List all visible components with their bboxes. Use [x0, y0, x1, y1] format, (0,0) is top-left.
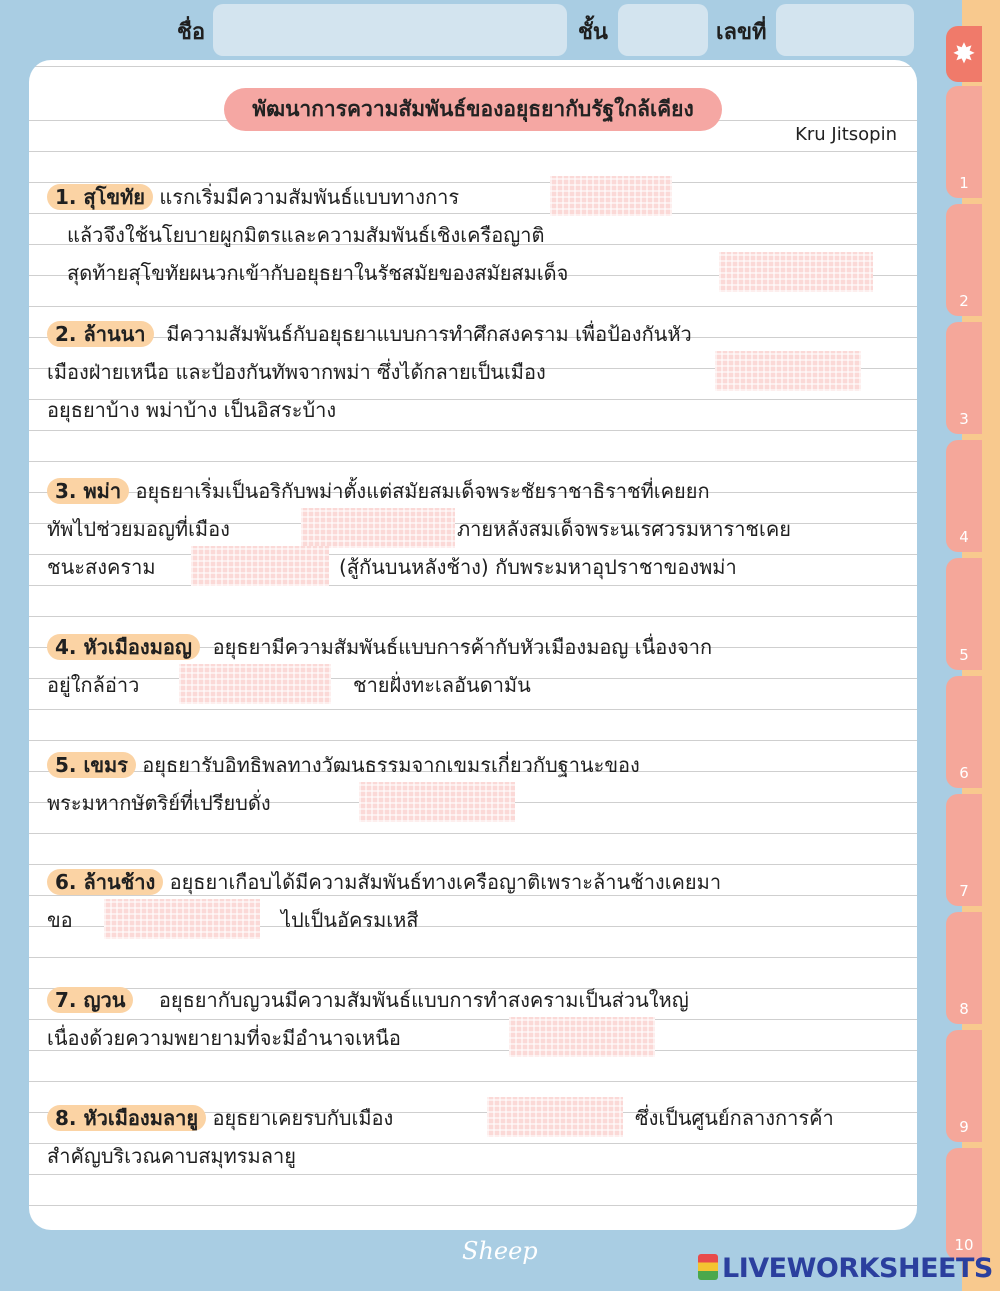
liveworksheets-logo [698, 1253, 993, 1284]
item-label: 5. เขมร [47, 752, 136, 778]
class-label: ชั้น [578, 20, 608, 45]
name-label: ชื่อ [177, 20, 206, 45]
item-label: 4. หัวเมืองมอญ [47, 634, 200, 660]
item-text: เนื่องด้วยความพยายามที่จะมีอำนาจเหนือ [47, 1026, 401, 1050]
item-text: อยุธยากับญวนมีความสัมพันธ์แบบการทำสงครามเป็นส่วนใหญ่ [158, 988, 689, 1012]
tab-number: 1 [959, 174, 969, 192]
item-text: อยุธยามีความสัมพันธ์แบบการค้ากับหัวเมืองมอญ เนื่องจาก [212, 635, 713, 659]
item-label: 3. พม่า [47, 478, 129, 504]
tab-8 [946, 912, 982, 1024]
answer-blank-2[interactable] [715, 351, 861, 391]
item-text: อยู่ใกล้อ่าว [47, 673, 140, 697]
item-malay [47, 1099, 895, 1175]
tab-number: 7 [959, 882, 969, 900]
tab-number: 9 [959, 1118, 969, 1136]
item-text: อยุธยาเริ่มเป็นอริกับพม่าตั้งแต่สมัยสมเด็จพระชัยราชาธิราชที่เคยยก [135, 479, 710, 503]
item-text: เมืองฝ่ายเหนือ และป้องกันทัพจากพม่า ซึ่งได้กลายเป็นเมือง [47, 360, 546, 384]
tab-7 [946, 794, 982, 906]
item-text: อยุธยาบ้าง พม่าบ้าง เป็นอิสระบ้าง [47, 398, 337, 422]
brand-text: LIVEWORKSHEETS [722, 1253, 993, 1284]
worksheet-paper [29, 60, 917, 1230]
item-lanchang [47, 863, 895, 939]
tab-number: 10 [954, 1236, 974, 1254]
tab-number: 3 [959, 410, 969, 428]
item-text: พระมหากษัตริย์ที่เปรียบดั่ง [47, 791, 271, 815]
number-label: เลขที่ [716, 20, 767, 45]
worksheet-title: พัฒนาการความสัมพันธ์ของอยุธยากับรัฐใกล้เคียง [224, 88, 721, 131]
item-vietnam [47, 981, 895, 1057]
answer-blank-1b[interactable] [719, 252, 873, 292]
item-text: แล้วจึงใช้นโยบายผูกมิตรและความสัมพันธ์เชิงเครือญาติ [67, 223, 545, 247]
item-text: มีความสัมพันธ์กับอยุธยาแบบการทำศึกสงคราม เพื่อป้องกันหัว [166, 322, 692, 346]
tab-number: 5 [959, 646, 969, 664]
tab-number: 4 [959, 528, 969, 546]
tab-2 [946, 204, 982, 316]
item-text: อยุธยารับอิทธิพลทางวัฒนธรรมจากเขมรเกี่ยวกับฐานะของ [142, 753, 640, 777]
tab-1 [946, 86, 982, 198]
item-text: (สู้กันบนหลังช้าง) กับพระมหาอุปราชาของพม่า [339, 555, 737, 579]
tab-10 [946, 1148, 982, 1260]
item-text: ขอ [47, 908, 73, 932]
class-input[interactable] [618, 4, 708, 56]
item-burma [47, 472, 895, 586]
answer-blank-5[interactable] [359, 782, 515, 822]
item-text: แรกเริ่มมีความสัมพันธ์แบบทางการ [159, 185, 460, 209]
name-input[interactable] [213, 4, 567, 56]
item-text: ทัพไปช่วยมอญที่เมือง [47, 517, 230, 541]
item-label: 6. ล้านช้าง [47, 869, 163, 895]
item-text: ภายหลังสมเด็จพระนเรศวรมหาราชเคย [457, 517, 791, 541]
item-label: 1. สุโขทัย [47, 184, 153, 210]
item-text: สำคัญบริเวณคาบสมุทรมลายู [47, 1144, 296, 1168]
item-text: อยุธยาเกือบได้มีความสัมพันธ์ทางเครือญาติเพราะล้านช้างเคยมา [169, 870, 722, 894]
number-input[interactable] [776, 4, 914, 56]
item-text: อยุธยาเคยรบกับเมือง [212, 1106, 394, 1130]
item-mon [47, 628, 895, 704]
tab-5 [946, 558, 982, 670]
answer-blank-3a[interactable] [301, 508, 455, 548]
answer-blank-8[interactable] [487, 1097, 623, 1137]
tab-number: 6 [959, 764, 969, 782]
item-text: ไปเป็นอัครมเหสี [281, 908, 419, 932]
tab-9 [946, 1030, 982, 1142]
item-text: สุดท้ายสุโขทัยผนวกเข้ากับอยุธยาในรัชสมัยของสมัยสมเด็จ [67, 261, 569, 285]
item-text: ชายฝั่งทะเลอันดามัน [353, 673, 531, 697]
item-label: 8. หัวเมืองมลายู [47, 1105, 206, 1131]
tab-number: 8 [959, 1000, 969, 1018]
star-tab: ✸ [946, 26, 982, 82]
author: Kru Jitsopin [795, 124, 897, 145]
item-sukhothai [47, 178, 895, 292]
tab-6 [946, 676, 982, 788]
answer-blank-1a[interactable] [550, 176, 672, 216]
item-label: 7. ญวน [47, 987, 133, 1013]
item-text: ชนะสงคราม [47, 555, 156, 579]
item-label: 2. ล้านนา [47, 321, 154, 347]
tab-3 [946, 322, 982, 434]
tab-number: 2 [959, 292, 969, 310]
tab-4 [946, 440, 982, 552]
item-lanna [47, 315, 895, 429]
sheep-logo: Sheep [462, 1237, 538, 1265]
item-text: ซึ่งเป็นศูนย์กลางการค้า [635, 1106, 834, 1130]
answer-blank-3b[interactable] [191, 546, 329, 586]
item-khmer [47, 746, 895, 822]
answer-blank-4[interactable] [179, 664, 331, 704]
liveworksheets-icon [698, 1254, 718, 1280]
answer-blank-6[interactable] [104, 899, 260, 939]
answer-blank-7[interactable] [509, 1017, 655, 1057]
